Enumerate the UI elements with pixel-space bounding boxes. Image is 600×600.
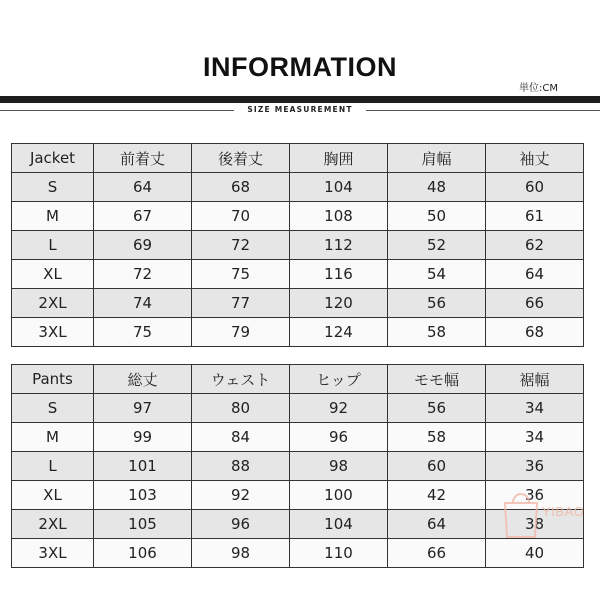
table-row (12, 481, 584, 510)
header-cell: 前着丈 (94, 144, 192, 173)
table-cell: 96 (290, 423, 388, 452)
table-cell: 106 (94, 539, 192, 568)
table-cell: 61 (486, 202, 584, 231)
table-cell: 56 (388, 289, 486, 318)
table-cell: 112 (290, 231, 388, 260)
size-label-cell: 2XL (12, 510, 94, 539)
page-title: INFORMATION (203, 52, 397, 82)
size-label-cell: 2XL (12, 289, 94, 318)
unit-label: 単位:CM (519, 83, 558, 94)
header-cell: モモ幅 (388, 365, 486, 394)
subtitle-line-left (0, 110, 234, 111)
table-cell: 101 (94, 452, 192, 481)
table-cell: 34 (486, 394, 584, 423)
table-cell: 75 (192, 260, 290, 289)
table-cell: 116 (290, 260, 388, 289)
table-cell: 72 (94, 260, 192, 289)
header-cell: 袖丈 (486, 144, 584, 173)
table-cell: 110 (290, 539, 388, 568)
pants-size-table (11, 364, 584, 568)
table-cell: 34 (486, 423, 584, 452)
table-row (12, 510, 584, 539)
table-cell: 108 (290, 202, 388, 231)
table-cell: 66 (388, 539, 486, 568)
table-header-row (12, 144, 584, 173)
size-label-cell: S (12, 394, 94, 423)
table-cell: 92 (290, 394, 388, 423)
subtitle: SIZE MEASUREMENT (247, 105, 353, 114)
table-cell: 68 (486, 318, 584, 347)
header-cell: ウェスト (192, 365, 290, 394)
table-cell: 84 (192, 423, 290, 452)
header-cell: 後着丈 (192, 144, 290, 173)
table-cell: 72 (192, 231, 290, 260)
size-label-cell: XL (12, 260, 94, 289)
table-row (12, 173, 584, 202)
size-label-cell: S (12, 173, 94, 202)
table-cell: 48 (388, 173, 486, 202)
table-row (12, 231, 584, 260)
table-cell: 88 (192, 452, 290, 481)
table-row (12, 289, 584, 318)
table-cell: 104 (290, 173, 388, 202)
table-cell: 77 (192, 289, 290, 318)
table-cell: 56 (388, 394, 486, 423)
table-cell: 103 (94, 481, 192, 510)
size-label-cell: L (12, 452, 94, 481)
table-cell: 36 (486, 481, 584, 510)
header-cell: Pants (12, 365, 94, 394)
table-cell: 60 (486, 173, 584, 202)
table-cell: 80 (192, 394, 290, 423)
header-cell: 肩幅 (388, 144, 486, 173)
header-cell: 胸囲 (290, 144, 388, 173)
table-cell: 60 (388, 452, 486, 481)
table-cell: 100 (290, 481, 388, 510)
table-cell: 36 (486, 452, 584, 481)
size-label-cell: 3XL (12, 318, 94, 347)
table-cell: 40 (486, 539, 584, 568)
table-header-row (12, 365, 584, 394)
table-row (12, 423, 584, 452)
table-cell: 124 (290, 318, 388, 347)
header-cell: Jacket (12, 144, 94, 173)
table-cell: 68 (192, 173, 290, 202)
table-row (12, 202, 584, 231)
table-cell: 104 (290, 510, 388, 539)
table-cell: 120 (290, 289, 388, 318)
table-cell: 58 (388, 423, 486, 452)
table-cell: 105 (94, 510, 192, 539)
table-row (12, 452, 584, 481)
jacket-size-table (11, 143, 584, 347)
size-label-cell: M (12, 423, 94, 452)
header-rule (0, 96, 600, 103)
table-cell: 52 (388, 231, 486, 260)
header-cell: ヒップ (290, 365, 388, 394)
table-cell: 98 (290, 452, 388, 481)
table-row (12, 394, 584, 423)
table-cell: 98 (192, 539, 290, 568)
table-row (12, 260, 584, 289)
table-cell: 66 (486, 289, 584, 318)
table-row (12, 539, 584, 568)
table-cell: 64 (486, 260, 584, 289)
table-cell: 75 (94, 318, 192, 347)
size-label-cell: M (12, 202, 94, 231)
table-cell: 92 (192, 481, 290, 510)
table-cell: 50 (388, 202, 486, 231)
table-cell: 54 (388, 260, 486, 289)
size-label-cell: L (12, 231, 94, 260)
table-cell: 42 (388, 481, 486, 510)
table-cell: 99 (94, 423, 192, 452)
size-measurement-banner (0, 104, 600, 118)
table-cell: 79 (192, 318, 290, 347)
table-cell: 64 (94, 173, 192, 202)
watermark-text: YIBAO (542, 504, 585, 519)
header-cell: 総丈 (94, 365, 192, 394)
header-cell: 裾幅 (486, 365, 584, 394)
table-cell: 64 (388, 510, 486, 539)
table-cell: 38 (486, 510, 584, 539)
table-cell: 70 (192, 202, 290, 231)
size-label-cell: XL (12, 481, 94, 510)
subtitle-line-right (366, 110, 600, 111)
table-row (12, 318, 584, 347)
size-label-cell: 3XL (12, 539, 94, 568)
table-cell: 97 (94, 394, 192, 423)
table-cell: 67 (94, 202, 192, 231)
table-cell: 62 (486, 231, 584, 260)
table-cell: 96 (192, 510, 290, 539)
table-cell: 74 (94, 289, 192, 318)
table-cell: 69 (94, 231, 192, 260)
table-cell: 58 (388, 318, 486, 347)
